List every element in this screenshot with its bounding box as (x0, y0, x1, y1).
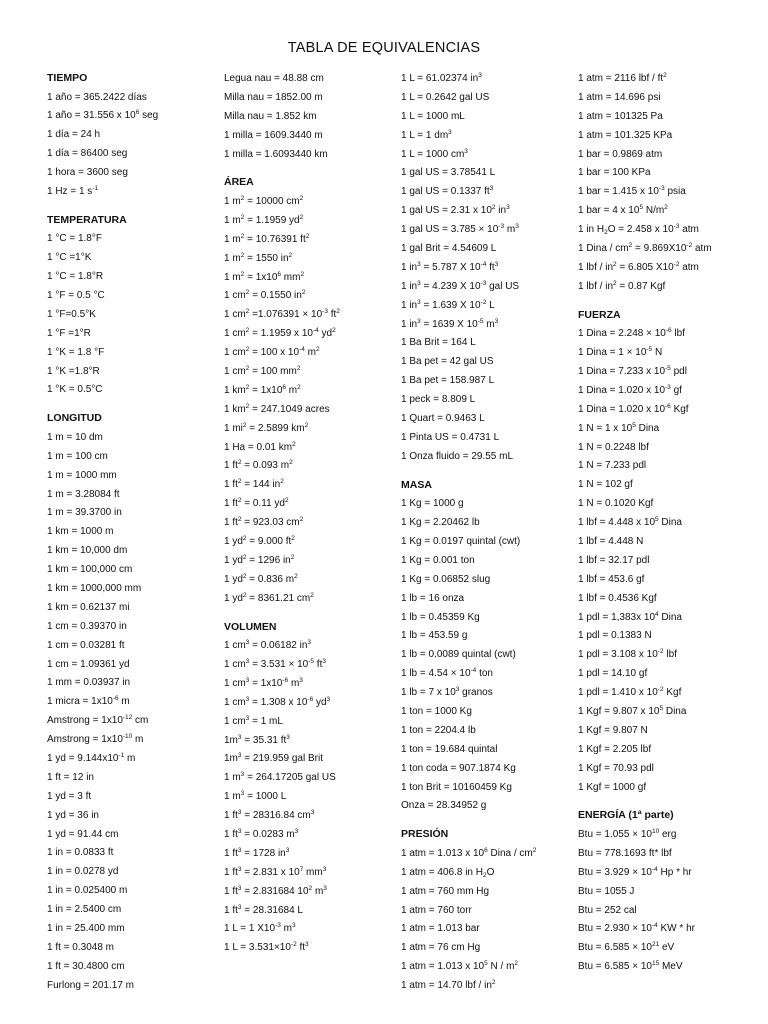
equivalence-row: 1 lb = 7 x $10^3$ granos (401, 686, 493, 699)
equivalence-row: 1 lbf = 453.6 gf (578, 573, 645, 585)
equivalence-row: 1 $m^2 = 1550$ $in^2$ (224, 251, 293, 264)
equivalence-row: 1 $mi^2 = 2.5899$ $km^2$ (224, 421, 309, 434)
equivalence-row: 1 Onza fluido = 29.55 mL (401, 450, 514, 462)
equivalence-row: 1 Kgf = 9.807 N (578, 724, 648, 736)
equivalence-row: 1 $in^3 = 5.787$ X $10^{-4}$ $ft^3$ (401, 260, 499, 273)
equivalence-row: 1 Kg = 0.0197 quintal (cwt) (401, 535, 521, 547)
equivalence-row: 1 lbf = 32.17 pdl (578, 554, 650, 566)
equivalence-row: $1m^3 = 219.959$ gal Brit (224, 752, 323, 765)
section-temperatura (47, 212, 212, 401)
equivalence-row: 1 ton Brit = 10160459 Kg (401, 781, 512, 793)
equivalence-row: 1 km = 0.62137 mi (47, 601, 130, 613)
equivalence-row: Onza = 28.34952 g (401, 800, 487, 812)
equivalence-row: 1 $yd^2 = 8361.21$ $cm^2$ (224, 591, 314, 604)
equivalence-row: 1 lb = $4.54 \times 10^{-4}$ ton (401, 667, 493, 680)
equivalence-row: Btu = 252 cal (578, 904, 637, 916)
equivalence-row: 1 Ba pet = 42 gal US (401, 356, 494, 368)
equivalence-row: 1 $ft^3 = 28.31684$ L (224, 903, 303, 916)
equivalence-row: 1 ton = 2204.4 lb (401, 724, 476, 736)
section-fuerza (578, 307, 763, 798)
equivalence-row: 1 km = 1000 m (47, 526, 114, 538)
equivalence-row: 1 cm = 0.03281 ft (47, 639, 125, 651)
section-continued (401, 70, 571, 467)
equivalence-row: 1 N = 0.1020 Kgf (578, 498, 654, 510)
equivalence-row: 1 milla = 1609.3440 m (224, 129, 323, 141)
equivalence-row: 1 lbf = 4.448 N (578, 535, 644, 547)
equivalence-row: 1 $ft^3 = 28316.84$ $cm^3$ (224, 809, 315, 822)
equivalence-row: 1 atm = 14.696 psi (578, 91, 661, 103)
equivalence-row: 1 Dina = 1.020 x $10^{-3}$ gf (578, 383, 682, 396)
equivalence-row: 1 °K =1.8°R (47, 365, 100, 377)
section-title: MASA (401, 478, 432, 491)
equivalence-row: 1 atm = 1.013 bar (401, 923, 480, 935)
equivalence-row: 1 lbf / $in^2 = 0.87$ Kgf (578, 279, 666, 292)
equivalence-row: 1 L = 61.02374 $in^3$ (401, 72, 482, 84)
equivalence-row: 1 Ba Brit = 164 L (401, 337, 476, 349)
equivalence-row: 1 lbf / $in^2 = 6.805$ $X10^{-2}$ atm (578, 260, 699, 273)
equivalence-row: 1 $m^2 = 1.1959$ $yd^2$ (224, 213, 304, 226)
equivalence-row: 1 $ft^3 = 2.831684$ $10^2$ $m^3$ (224, 884, 327, 897)
equivalence-row: 1 ton = 19.684 quintal (401, 743, 498, 755)
page-title: TABLA DE EQUIVALENCIAS (287, 40, 481, 56)
equivalence-row: 1 Dina = 1.020 x $10^{-6}$ Kgf (578, 402, 689, 415)
equivalence-row: 1 Dina / $cm^2 = 9.869X10^{-2}$ atm (578, 242, 712, 255)
section-volumen (224, 619, 389, 959)
equivalence-row: 1 gal US = 3.78541 L (401, 167, 496, 179)
equivalence-row: Btu = $6.585 \times 10^{21}$ eV (578, 941, 675, 954)
equivalence-row: 1 atm = 14.70 lbf / $in^2$ (401, 979, 496, 992)
equivalence-row: 1 atm = 760 torr (401, 904, 472, 916)
section-continued (224, 70, 389, 164)
equivalence-row: 1 lbf = 4.448 x $10^5$ Dina (578, 516, 682, 529)
equivalence-row: 1 yd = 36 in (47, 809, 99, 821)
section-continued (578, 70, 763, 297)
equivalence-row: 1 $cm^3 = 1x10^{-6}$ $m^3$ (224, 676, 303, 689)
equivalence-row: 1 gal US = 2.31 x $10^2$ $in^3$ (401, 204, 510, 217)
equivalence-row: 1 día = 86400 seg (47, 148, 128, 160)
equivalence-row: 1 $m^2 = 1x10^6$ $mm^2$ (224, 270, 305, 283)
equivalence-row: 1 Ba pet = 158.987 L (401, 375, 495, 387)
section-title: VOLUMEN (224, 620, 277, 633)
equivalence-row: 1 ton coda = 907.1874 Kg (401, 762, 516, 774)
section-energia-1-parte (578, 807, 763, 977)
equivalence-row: 1 $ft^2 = 0.093$ $m^2$ (224, 459, 293, 472)
equivalence-row: 1 $yd^2 = 0.836$ $m^2$ (224, 572, 298, 585)
equivalence-row: 1 in $H_2O = 2.458$ x $10^{-3}$ atm (578, 223, 699, 237)
section-tiempo (47, 70, 212, 202)
equivalence-row: 1 $cm^2 = 100$ $mm^2$ (224, 364, 301, 377)
section-presion (401, 826, 571, 996)
column-1 (47, 70, 212, 1006)
equivalence-row: 1 Dina = $2.248 \times 10^{-6}$ lbf (578, 327, 685, 340)
equivalence-row: Btu = $1.055 \times 10^{10}$ erg (578, 827, 677, 840)
equivalence-row: Amstrong = $1x10^{-10}$ m (47, 733, 144, 746)
equivalence-row: 1 Kgf = 9.807 x $10^5$ Dina (578, 705, 687, 717)
equivalence-row: 1 día = 24 h (47, 129, 101, 141)
equivalence-row: 1 $yd^2 = 9.000$ $ft^2$ (224, 534, 295, 547)
equivalence-row: 1 km = 1000,000 mm (47, 582, 142, 594)
equivalence-row: 1 °K = 1.8 °F (47, 346, 105, 358)
equivalence-row: 1 N = 1 x $10^5$ Dina (578, 421, 660, 434)
equivalence-row: 1 Kg = 2.20462 lb (401, 517, 480, 529)
equivalence-row: 1 °C = 1.8°F (47, 233, 102, 245)
equivalence-row: 1 Quart = 0.9463 L (401, 413, 485, 425)
section-masa (401, 477, 571, 817)
equivalence-row: 1 Kgf = 1000 gf (578, 781, 647, 793)
equivalence-row: 1 $ft^2 = 923.03$ $cm^2$ (224, 516, 304, 529)
equivalence-row: 1 peck = 8.809 L (401, 394, 476, 406)
equivalence-row: 1 km = 10,000 dm (47, 545, 128, 557)
equivalence-row: 1 ton = 1000 Kg (401, 706, 472, 717)
equivalence-row: 1 L = 1000 $cm^3$ (401, 147, 468, 160)
equivalence-row: 1 Pinta US = 0.4731 L (401, 431, 500, 443)
equivalence-row: 1 $L = 3.531\times 10^{-2}$ $ft^3$ (224, 941, 309, 954)
equivalence-row: 1 in = 0.0278 yd (47, 866, 119, 878)
equivalence-row: 1 atm = 2116 lbf / $ft^2$ (578, 72, 667, 84)
equivalence-row: 1 in = 0.025400 m (47, 885, 128, 897)
equivalence-row: Btu = $3.929 \times 10^{-4}$ Hp * hr (578, 865, 692, 878)
section-title: TIEMPO (47, 72, 88, 84)
equivalence-row: 1 N = 0.2248 lbf (578, 441, 649, 453)
equivalence-row: 1 atm = 101325 Pa (578, 110, 663, 122)
equivalence-row: 1 m = 10 dm (47, 431, 103, 443)
equivalence-row: 1 in = 0.0833 ft (47, 847, 114, 859)
equivalence-row: 1 °F = 0.5 °C (47, 290, 105, 302)
equivalence-row: 1 atm = 406.8 in $H_2O$ (401, 866, 495, 879)
equivalence-row: 1 m = 3.28084 ft (47, 488, 120, 500)
equivalence-row: 1 °C = 1.8°R (47, 271, 104, 283)
section-title: FUERZA (578, 308, 621, 321)
equivalence-row: 1 $ft^2 = 0.11$ $yd^2$ (224, 497, 289, 510)
equivalence-row: 1 año = 365.2422 días (47, 91, 147, 103)
equivalence-row: Btu = $6.585 \times 10^{15}$ MeV (578, 960, 683, 973)
equivalence-row: 1 Kg = 1000 g (401, 498, 464, 510)
equivalence-row: 1 $km^2 = 247.1049$ acres (224, 402, 330, 415)
equivalence-row: Milla nau = 1852.00 m (224, 91, 323, 103)
equivalence-row: 1 $ft^3 = 1728$ $in^3$ (224, 846, 290, 859)
equivalence-row: 1 pdl = 14.10 gf (578, 668, 648, 680)
equivalence-row: 1 pdl = 0.1383 N (578, 630, 652, 642)
equivalence-row: Furlong = 201.17 m (47, 979, 134, 991)
equivalence-row: 1 Dina = 7.233 x $10^{-5}$ pdl (578, 364, 687, 377)
section-title: ÁREA (224, 176, 254, 189)
section-title: ENERGÍA (1ª parte) (578, 809, 674, 822)
equivalence-row: 1 lb = 0.45359 Kg (401, 611, 480, 623)
equivalence-row: 1 yd = 91.44 cm (47, 828, 119, 840)
equivalence-row: 1 $cm^3 = 1$ mL (224, 714, 283, 727)
equivalence-row: 1 yd = 3 ft (47, 790, 92, 802)
equivalence-row: 1 lb = 16 onza (401, 592, 465, 604)
equivalence-row: 1 N = 102 gf (578, 479, 633, 491)
equivalence-row: 1 $cm^3 = 3.531 \times 10^{-5}$ $ft^3$ (224, 657, 326, 670)
equivalence-row: 1 $cm^3 = 1.308$ x $10^{-6}$ $yd^3$ (224, 695, 331, 708)
equivalence-row: 1 pdl = 3.108 x $10^{-2}$ lbf (578, 648, 677, 661)
equivalence-row: 1 gal US = 0.1337 $ft^3$ (401, 185, 494, 198)
equivalence-row: Milla nau = 1.852 km (224, 110, 317, 122)
equivalence-row: 1 $m^2 = 10.76391$ $ft^2$ (224, 232, 310, 245)
section-area (224, 174, 389, 608)
equivalence-row: 1 gal Brit = 4.54609 L (401, 243, 497, 255)
equivalence-row: 1 Kgf = 70.93 pdl (578, 762, 654, 774)
equivalence-row: 1 ft = 12 in (47, 771, 94, 783)
equivalence-row: 1 km = 100,000 cm (47, 564, 133, 576)
equivalence-row: 1 $m^2 = 10000$ $cm^2$ (224, 194, 304, 207)
equivalence-row: 1 hora = 3600 seg (47, 167, 128, 179)
equivalence-row: 1 Kg = 0.06852 slug (401, 573, 491, 585)
equivalence-row: 1 $ft^3 = 2.831$ x $10^7$ $mm^3$ (224, 865, 327, 878)
equivalence-row: 1 Hz = 1 $s^{-1}$ (47, 184, 99, 197)
equivalence-row: 1 in = 2.5400 cm (47, 904, 122, 916)
equivalence-row: 1 cm = 1.09361 yd (47, 658, 130, 670)
equivalence-row: 1 L = 1000 mL (401, 110, 465, 122)
column-2 (224, 70, 389, 968)
equivalence-row: 1 $yd^2 = 1296$ $in^2$ (224, 553, 295, 566)
equivalence-row: 1 lb = 453.59 g (401, 630, 468, 642)
equivalence-row: 1 atm = 1.013 x $10^6$ Dina / $cm^2$ (401, 846, 537, 859)
equivalence-row: 1 lbf = 0.4536 Kgf (578, 592, 657, 604)
equivalence-row: 1 bar = 0.9869 atm (578, 148, 663, 160)
equivalence-row: 1 yd = $9.144x10^{-1}$ m (47, 752, 136, 764)
equivalence-row: 1 Kg = 0.001 ton (401, 554, 475, 566)
equivalence-row: 1 cm = 0.39370 in (47, 620, 127, 632)
section-title: TEMPERATURA (47, 213, 127, 226)
equivalence-row: Btu = $2.930 \times 10^{-4}$ KW * hr (578, 922, 695, 935)
equivalence-row: Btu = 1055 J (578, 885, 635, 897)
equivalence-row: 1 N = 7.233 pdl (578, 460, 647, 472)
equivalence-row: 1 $cm^2 = 0.1550$ $in^2$ (224, 289, 306, 302)
equivalence-row: 1 milla = 1.6093440 km (224, 148, 328, 160)
equivalence-row: 1 $m^3 = 264.17205$ gal US (224, 771, 336, 784)
column-4 (578, 70, 763, 987)
equivalence-row: Btu = 778.1693 ft* lbf (578, 847, 672, 859)
equivalence-row: 1 $m^3 = 1000$ L (224, 790, 287, 803)
equivalence-row: 1 Dina = $1 \times 10^{-5}$ N (578, 346, 663, 359)
equivalence-row: 1 °K = 0.5°C (47, 384, 103, 396)
equivalence-row: 1 °F =1°R (47, 327, 91, 339)
equivalence-row: Amstrong = $1x10^{-12}$ cm (47, 714, 149, 727)
equivalence-row: 1 $in^3 = 1639$ X $10^{-5}$ $m^3$ (401, 317, 499, 330)
equivalence-row: 1 $ft^2 = 144$ $in^2$ (224, 478, 284, 491)
equivalence-row: 1 bar = 1.415 x $10^{-3}$ psia (578, 185, 686, 198)
equivalence-row: 1 bar = 100 KPa (578, 167, 651, 179)
equivalence-row: 1 Kgf = 2.205 lbf (578, 743, 652, 755)
equivalence-row: 1 ft = 0.3048 m (47, 941, 114, 953)
equivalence-row: 1 $cm^2 = 100$ x $10^{-4}$ $m^2$ (224, 346, 320, 359)
section-title: PRESIÓN (401, 828, 449, 841)
equivalence-row: 1 lb = 0.0089 quintal (cwt) (401, 649, 516, 661)
equivalence-row: $1m^3 = 35.31$ $ft^3$ (224, 733, 290, 746)
section-longitud (47, 410, 212, 995)
equivalence-row: 1 L = 1 $dm^3$ (401, 128, 452, 141)
equivalence-row: 1 ft = 30.4800 cm (47, 960, 125, 972)
equivalence-row: 1 pdl = 1,383x $10^4$ Dina (578, 610, 682, 623)
equivalence-row: 1 $km^2 = 1x10^6$ $m^2$ (224, 383, 301, 396)
equivalence-row: 1 °F=0.5°K (47, 308, 96, 320)
equivalence-row: 1 micra = $1x10^{-6}$ m (47, 695, 130, 708)
equivalence-row: Legua nau = 48.88 cm (224, 73, 324, 84)
equivalence-row: 1 $ft^3 = 0.0283$ $m^3$ (224, 827, 299, 840)
equivalence-row: 1 $in^3 = 4.239$ X $10^{-3}$ gal US (401, 279, 520, 292)
equivalence-row: 1 m = 100 cm (47, 450, 108, 462)
equivalence-row: 1 in = 25.400 mm (47, 923, 125, 935)
equivalence-row: 1 atm = 101.325 KPa (578, 129, 673, 141)
column-3 (401, 70, 571, 1006)
equivalence-row: 1 gal US = $3.785 \times 10^{-3}$ $m^3$ (401, 223, 519, 236)
equivalence-row: 1 año = 31.556 x $10^6$ seg (47, 109, 159, 122)
equivalence-row: 1 bar = 4 x $10^5$ $N/m^2$ (578, 204, 668, 217)
equivalence-row: 1 atm = 1.013 x $10^5$ N / $m^2$ (401, 960, 519, 973)
equivalence-row: 1 $cm^3 = 0.06182$ $in^3$ (224, 639, 312, 652)
equivalence-row: 1 $in^3 = 1.639$ X $10^{-2}$ L (401, 298, 495, 311)
equivalence-row: 1 atm = 76 cm Hg (401, 942, 481, 954)
section-title: LONGITUD (47, 412, 102, 425)
equivalence-row: 1 pdl = 1.410 x $10^{-2}$ Kgf (578, 686, 682, 699)
equivalence-row: 1 Ha = 0.01 $km^2$ (224, 440, 296, 453)
equivalence-row: 1 m = 39.3700 in (47, 507, 122, 519)
equivalence-row: 1 atm = 760 mm Hg (401, 885, 490, 897)
equivalence-row: 1 L = 1 $X10^{-3}$ $m^3$ (224, 922, 296, 935)
equivalence-row: 1 m = 1000 mm (47, 469, 117, 481)
equivalence-row: 1 °C =1°K (47, 252, 92, 264)
equivalence-row: 1 L = 0.2642 gal US (401, 91, 490, 103)
equivalence-row: 1 $cm^2 =1.076391 \times 10^{-3}$ $ft^2$ (224, 308, 340, 321)
equivalence-row: 1 $cm^2 = 1.1959$ x $10^{-4}$ $yd^2$ (224, 327, 336, 340)
equivalence-row: 1 mm = 0.03937 in (47, 677, 131, 689)
